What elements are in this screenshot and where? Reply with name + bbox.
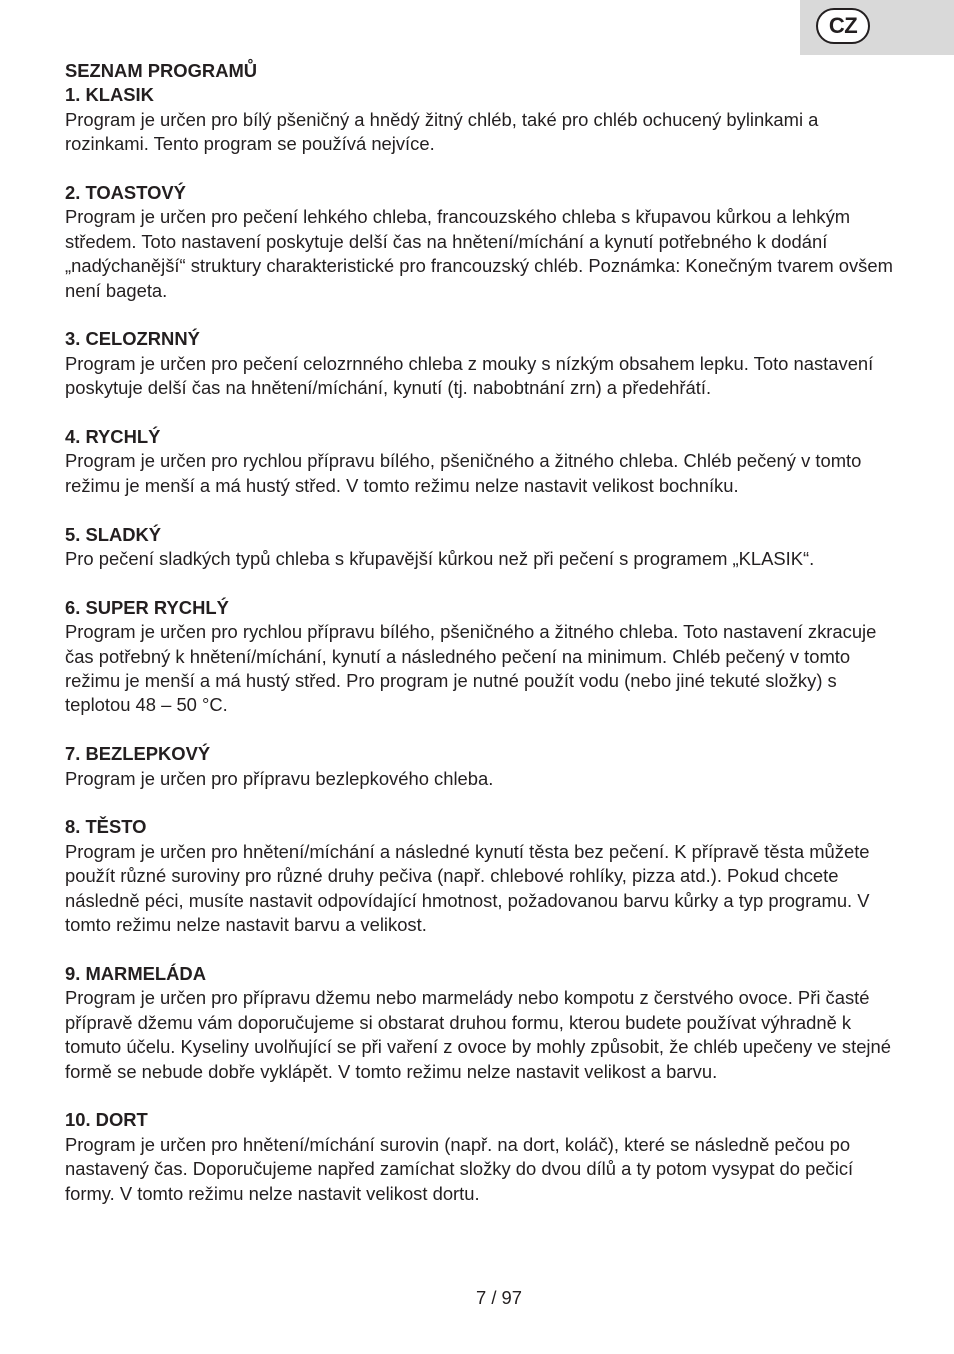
program-description: Program je určen pro hnětení/míchání surovin (např. na dort, koláč), které se následně pečou po nastavený čas. Doporučujeme napřed zamíchat složky do dvou dílů a ty potom vysypat do pečicí formy. V tomto režimu nelze nastavit velikost dortu.	[65, 1133, 854, 1204]
program-description: Program je určen pro pečení celozrnného chleba z mouky s nízkým obsahem lepku. Toto nastavení poskytuje delší čas na hnětení/míchání, kynutí (tj. nabobtnání zrn) a předehřátí.	[65, 352, 874, 399]
program-section-bezlepkovy	[65, 742, 895, 791]
program-heading: 10. DORT	[65, 1109, 148, 1131]
program-heading: 7. BEZLEPKOVÝ	[65, 743, 211, 765]
program-description: Program je určen pro přípravu džemu nebo marmelády nebo kompotu z čerstvého ovoce. Při časté přípravě džemu vám doporučujeme si obstarat druhou formu, kterou budete používat výhradně k tomuto účelu. Kyseliny uvolňující se při vaření z ovoce by mohly způsobit, že chléb upečeny ve stejné formě se nebude dobře vyklápět. V tomto režimu nelze nastavit velikost a barvu.	[65, 987, 891, 1082]
program-section-rychly	[65, 425, 895, 498]
program-section-marmelada	[65, 962, 895, 1084]
program-heading: 6. SUPER RYCHLÝ	[65, 596, 229, 618]
page-number: 7 / 97	[475, 1287, 522, 1308]
program-heading: 1. KLASIK	[65, 84, 154, 106]
program-section-celozrnny	[65, 327, 895, 400]
program-heading: 9. MARMELÁDA	[65, 962, 206, 984]
program-heading: 3. CELOZRNNÝ	[65, 328, 200, 350]
program-description: Program je určen pro rychlou přípravu bílého, pšeničného a žitného chleba. Toto nastavení zkracuje čas potřebný k hnětení/míchání, kynutí a následného pečení na minimum. Chléb pečený v tomto režimu je menší a má hustý střed. Pro program je nutné použít vodu (nebo jiné tekuté složky) s teplotou 48 – 50 °C.	[65, 621, 877, 716]
program-section-sladky	[65, 523, 895, 572]
language-badge: CZ	[816, 8, 870, 44]
program-description: Program je určen pro bílý pšeničný a hnědý žitný chléb, také pro chléb ochucený bylinkami a rozinkami. Tento program se používá nejvíce.	[65, 108, 819, 155]
program-heading: 8. TĚSTO	[65, 816, 147, 838]
program-section-super-rychly	[65, 596, 895, 718]
program-section-dort	[65, 1108, 895, 1206]
program-heading: 5. SLADKÝ	[65, 523, 162, 545]
program-description: Program je určen pro hnětení/míchání a následné kynutí těsta bez pečení. K přípravě těsta můžete použít různé suroviny pro různé druhy pečiva (např. chlebové rohlíky, pizza atd.). Pokud chcete následně péci, musíte nastavit odpovídající hmotnost, požadovanou barvu kůrky a typ programu. V tomto režimu nelze nastavit barvu a velikost.	[65, 840, 870, 936]
program-heading: 2. TOASTOVÝ	[65, 182, 186, 204]
program-description: Program je určen pro pečení lehkého chleba, francouzského chleba s křupavou kůrkou a lehkým středem. Toto nastavení poskytuje delší čas na hnětení/míchání a kynutí potřebného k dodání „nadýchanější“ struktury charakteristické pro francouzský chléb. Poznámka: Konečným tvarem ovšem není bageta.	[65, 206, 893, 301]
program-section-klasik	[65, 83, 895, 156]
program-description: Program je určen pro přípravu bezlepkového chleba.	[65, 767, 494, 789]
program-list	[65, 59, 895, 1230]
language-tab	[800, 0, 954, 55]
program-section-toastovy	[65, 181, 895, 303]
program-description: Pro pečení sladkých typů chleba s křupavější kůrkou než při pečení s programem „KLASIK“.	[65, 548, 815, 570]
program-section-testo	[65, 815, 895, 937]
program-description: Program je určen pro rychlou přípravu bílého, pšeničného a žitného chleba. Chléb pečený v tomto režimu je menší a má hustý střed. V tomto režimu nelze nastavit velikost bochníku.	[65, 450, 862, 496]
program-heading: 4. RYCHLÝ	[65, 426, 161, 448]
list-title: SEZNAM PROGRAMŮ	[65, 60, 258, 81]
